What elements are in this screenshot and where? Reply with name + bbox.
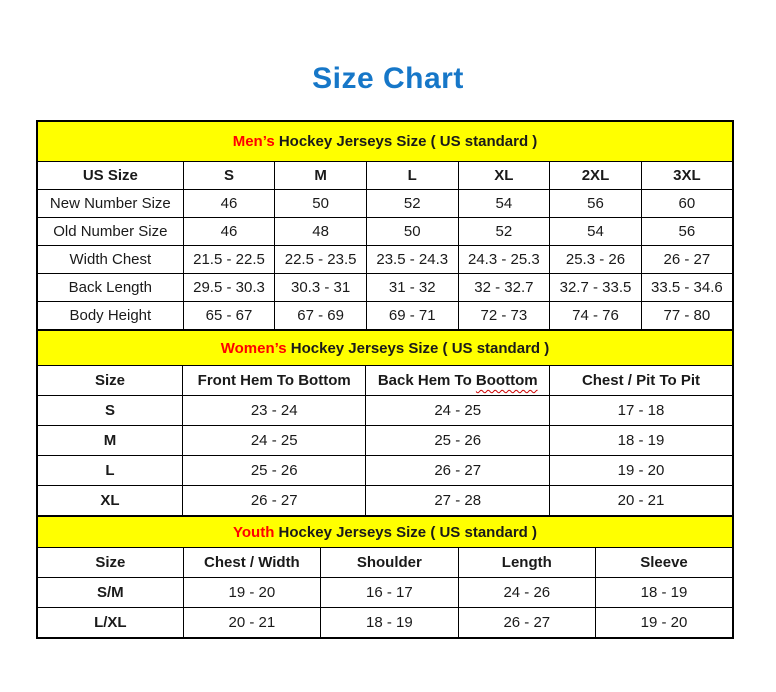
womens-title-rest: Hockey Jerseys Size ( US standard ) [286, 339, 550, 357]
womens-size-value-cell: 17 - 18 [549, 396, 733, 426]
womens-size-value-cell: 24 - 25 [182, 426, 366, 456]
womens-row-label: S [37, 396, 182, 426]
youth-title-rest: Hockey Jerseys Size ( US standard ) [274, 523, 537, 541]
mens-size-value-cell: 56 [641, 218, 733, 246]
mens-size-value-cell: 50 [366, 218, 458, 246]
youth-size-value-cell: 19 - 20 [183, 578, 320, 608]
mens-table-title [37, 121, 733, 162]
mens-size-value-cell: 72 - 73 [458, 302, 550, 331]
mens-title-accent: Men’s [232, 133, 275, 150]
mens-column-header: US Size [37, 162, 183, 190]
mens-size-value-cell: 26 - 27 [641, 246, 733, 274]
mens-size-value-cell: 54 [458, 190, 550, 218]
youth-title-accent: Youth [233, 523, 275, 541]
mens-size-value-cell: 56 [550, 190, 642, 218]
womens-column-header: Back Hem To Boottom [366, 366, 550, 396]
womens-row-label: M [37, 426, 182, 456]
mens-row-label: Body Height [37, 302, 183, 331]
youth-size-value-cell: 24 - 26 [458, 578, 595, 608]
mens-size-value-cell: 48 [275, 218, 367, 246]
womens-size-value-cell: 23 - 24 [182, 396, 366, 426]
womens-band-row [37, 330, 733, 366]
mens-size-value-cell: 46 [183, 190, 275, 218]
youth-column-header: Sleeve [596, 548, 733, 578]
mens-size-value-cell: 65 - 67 [183, 302, 275, 331]
youth-column-header: Length [458, 548, 595, 578]
mens-header-row [37, 162, 733, 190]
youth-column-header: Chest / Width [183, 548, 320, 578]
mens-table-row [37, 190, 733, 218]
womens-size-value-cell: 25 - 26 [182, 456, 366, 486]
womens-size-value-cell: 25 - 26 [366, 426, 550, 456]
youth-table-row [37, 608, 733, 639]
mens-size-value-cell: 32.7 - 33.5 [550, 274, 642, 302]
mens-size-value-cell: 77 - 80 [641, 302, 733, 331]
mens-size-value-cell: 30.3 - 31 [275, 274, 367, 302]
womens-column-header: Front Hem To Bottom [182, 366, 366, 396]
womens-table-row [37, 456, 733, 486]
mens-table-row [37, 246, 733, 274]
mens-column-header: L [366, 162, 458, 190]
mens-size-value-cell: 25.3 - 26 [550, 246, 642, 274]
mens-size-value-cell: 54 [550, 218, 642, 246]
mens-size-table [36, 120, 734, 331]
youth-table-title [37, 516, 733, 548]
womens-size-value-cell: 19 - 20 [549, 456, 733, 486]
womens-header-row [37, 366, 733, 396]
womens-table-title [37, 330, 733, 366]
misspelled-word: Boottom [475, 372, 538, 389]
womens-column-header: Chest / Pit To Pit [549, 366, 733, 396]
mens-size-value-cell: 29.5 - 30.3 [183, 274, 275, 302]
womens-column-header: Size [37, 366, 182, 396]
mens-size-value-cell: 74 - 76 [550, 302, 642, 331]
mens-column-header: M [275, 162, 367, 190]
youth-column-header: Shoulder [321, 548, 458, 578]
mens-size-value-cell: 50 [275, 190, 367, 218]
mens-column-header: S [183, 162, 275, 190]
mens-size-value-cell: 31 - 32 [366, 274, 458, 302]
mens-size-value-cell: 60 [641, 190, 733, 218]
mens-size-value-cell: 23.5 - 24.3 [366, 246, 458, 274]
youth-size-value-cell: 20 - 21 [183, 608, 320, 639]
youth-size-value-cell: 16 - 17 [321, 578, 458, 608]
mens-size-value-cell: 33.5 - 34.6 [641, 274, 733, 302]
mens-size-value-cell: 67 - 69 [275, 302, 367, 331]
mens-title-rest: Hockey Jerseys Size ( US standard ) [274, 133, 538, 150]
mens-band-row [37, 121, 733, 162]
mens-size-value-cell: 52 [366, 190, 458, 218]
mens-size-value-cell: 24.3 - 25.3 [458, 246, 550, 274]
youth-size-value-cell: 26 - 27 [458, 608, 595, 639]
mens-size-value-cell: 46 [183, 218, 275, 246]
womens-size-value-cell: 26 - 27 [182, 486, 366, 517]
womens-table-row [37, 426, 733, 456]
womens-size-value-cell: 27 - 28 [366, 486, 550, 517]
youth-row-label: L/XL [37, 608, 183, 639]
mens-size-value-cell: 69 - 71 [366, 302, 458, 331]
mens-size-value-cell: 22.5 - 23.5 [275, 246, 367, 274]
womens-size-value-cell: 26 - 27 [366, 456, 550, 486]
youth-table-row [37, 578, 733, 608]
womens-size-value-cell: 20 - 21 [549, 486, 733, 517]
youth-size-table [36, 515, 734, 639]
mens-column-header: 2XL [550, 162, 642, 190]
youth-column-header: Size [37, 548, 183, 578]
womens-size-table [36, 329, 734, 517]
womens-table-row [37, 486, 733, 517]
mens-row-label: Back Length [37, 274, 183, 302]
youth-size-value-cell: 19 - 20 [596, 608, 733, 639]
mens-size-value-cell: 21.5 - 22.5 [183, 246, 275, 274]
youth-row-label: S/M [37, 578, 183, 608]
mens-row-label: Width Chest [37, 246, 183, 274]
mens-table-row [37, 274, 733, 302]
mens-size-value-cell: 32 - 32.7 [458, 274, 550, 302]
womens-title-accent: Women’s [220, 339, 287, 357]
youth-size-value-cell: 18 - 19 [321, 608, 458, 639]
womens-row-label: XL [37, 486, 182, 517]
mens-size-value-cell: 52 [458, 218, 550, 246]
womens-table-row [37, 396, 733, 426]
mens-row-label: Old Number Size [37, 218, 183, 246]
youth-size-value-cell: 18 - 19 [596, 578, 733, 608]
mens-row-label: New Number Size [37, 190, 183, 218]
size-chart-tables [36, 120, 734, 639]
mens-table-row [37, 302, 733, 331]
page-title: Size Chart [312, 62, 464, 95]
youth-band-row [37, 516, 733, 548]
womens-size-value-cell: 24 - 25 [366, 396, 550, 426]
mens-table-row [37, 218, 733, 246]
womens-row-label: L [37, 456, 182, 486]
mens-column-header: XL [458, 162, 550, 190]
womens-size-value-cell: 18 - 19 [549, 426, 733, 456]
youth-header-row [37, 548, 733, 578]
mens-column-header: 3XL [641, 162, 733, 190]
